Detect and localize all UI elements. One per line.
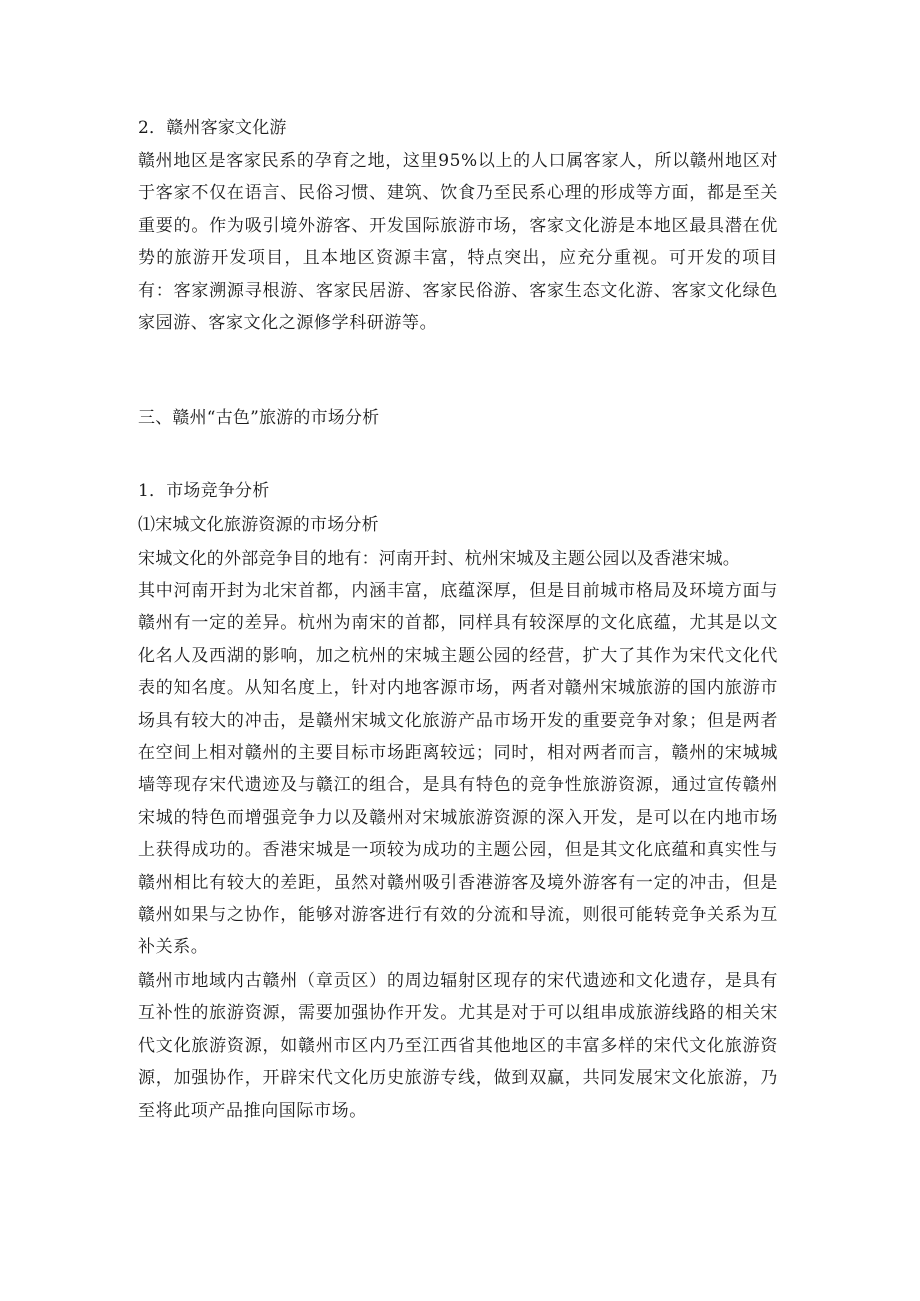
paragraph-external-competitors: 宋城文化的外部竞争目的地有：河南开封、杭州宋城及主题公园以及香港宋城。 [138,549,740,569]
paragraph-hakka-culture-tour: 赣州地区是客家民系的孕育之地，这里95%以上的人口属客家人，所以赣州地区对于客家不仅在语言、民俗习惯、建筑、饮食乃至民系心理的形成等方面，都是至关重要的。作为吸引境外游客、开发国际旅游市场，客家文化游是本地区最具潜在优势的旅游开发项目，且本地区资源丰富，特点突出，应充分重视。可开发的项目有：客家溯源寻根游、客家民居游、客家民俗游、客家生态文化游、客家文化绿色家园游、客家文化之源修学科研游等。 [138,151,778,334]
chapter-heading-market-analysis: 三、赣州“古色”旅游的市场分析 [138,408,380,428]
subsection-heading-market-competition: 1．市场竞争分析 [138,481,270,501]
paragraph-competition-analysis: 其中河南开封为北宋首都，内涵丰富，底蕴深厚，但是目前城市格局及环境方面与赣州有一定的差异。杭州为南宋的首都，同样具有较深厚的文化底蕴，尤其是以文化名人及西湖的影响，加之杭州的宋城主题公园的经营，扩大了其作为宋代文化代表的知名度。从知名度上，针对内地客源市场，两者对赣州宋城旅游的国内旅游市场具有较大的冲击，是赣州宋城文化旅游产品市场开发的重要竞争对象；但是两者在空间上相对赣州的主要目标市场距离较远；同时，相对两者而言，赣州的宋城城墙等现存宋代遗迹及与赣江的组合，是具有特色的竞争性旅游资源，通过宣传赣州宋城的特色而增强竞争力以及赣州对宋城旅游资源的深入开发，是可以在内地市场上获得成功的。香港宋城是一项较为成功的主题公园，但是其文化底蕴和真实性与赣州相比有较大的差距，虽然对赣州吸引香港游客及境外游客有一定的冲击，但是赣州如果与之协作，能够对游客进行有效的分流和导流，则很可能转竞争关系为互补关系。 [138,581,778,958]
paragraph-complementary-resources: 赣州市地域内古赣州（章贡区）的周边辐射区现存的宋代遗迹和文化遗存，是具有互补性的旅游资源，需要加强协作开发。尤其是对于可以组串成旅游线路的相关宋代文化旅游资源，如赣州市区内乃至江西省其他地区的丰富多样的宋代文化旅游资源，加强协作，开辟宋代文化历史旅游专线，做到双赢，共同发展宋文化旅游，乃至将此项产品推向国际市场。 [138,971,778,1121]
section-heading-hakka-culture-tour: 2．赣州客家文化游 [138,118,287,138]
subsection-heading-song-city-culture: ⑴宋城文化旅游资源的市场分析 [138,515,379,535]
